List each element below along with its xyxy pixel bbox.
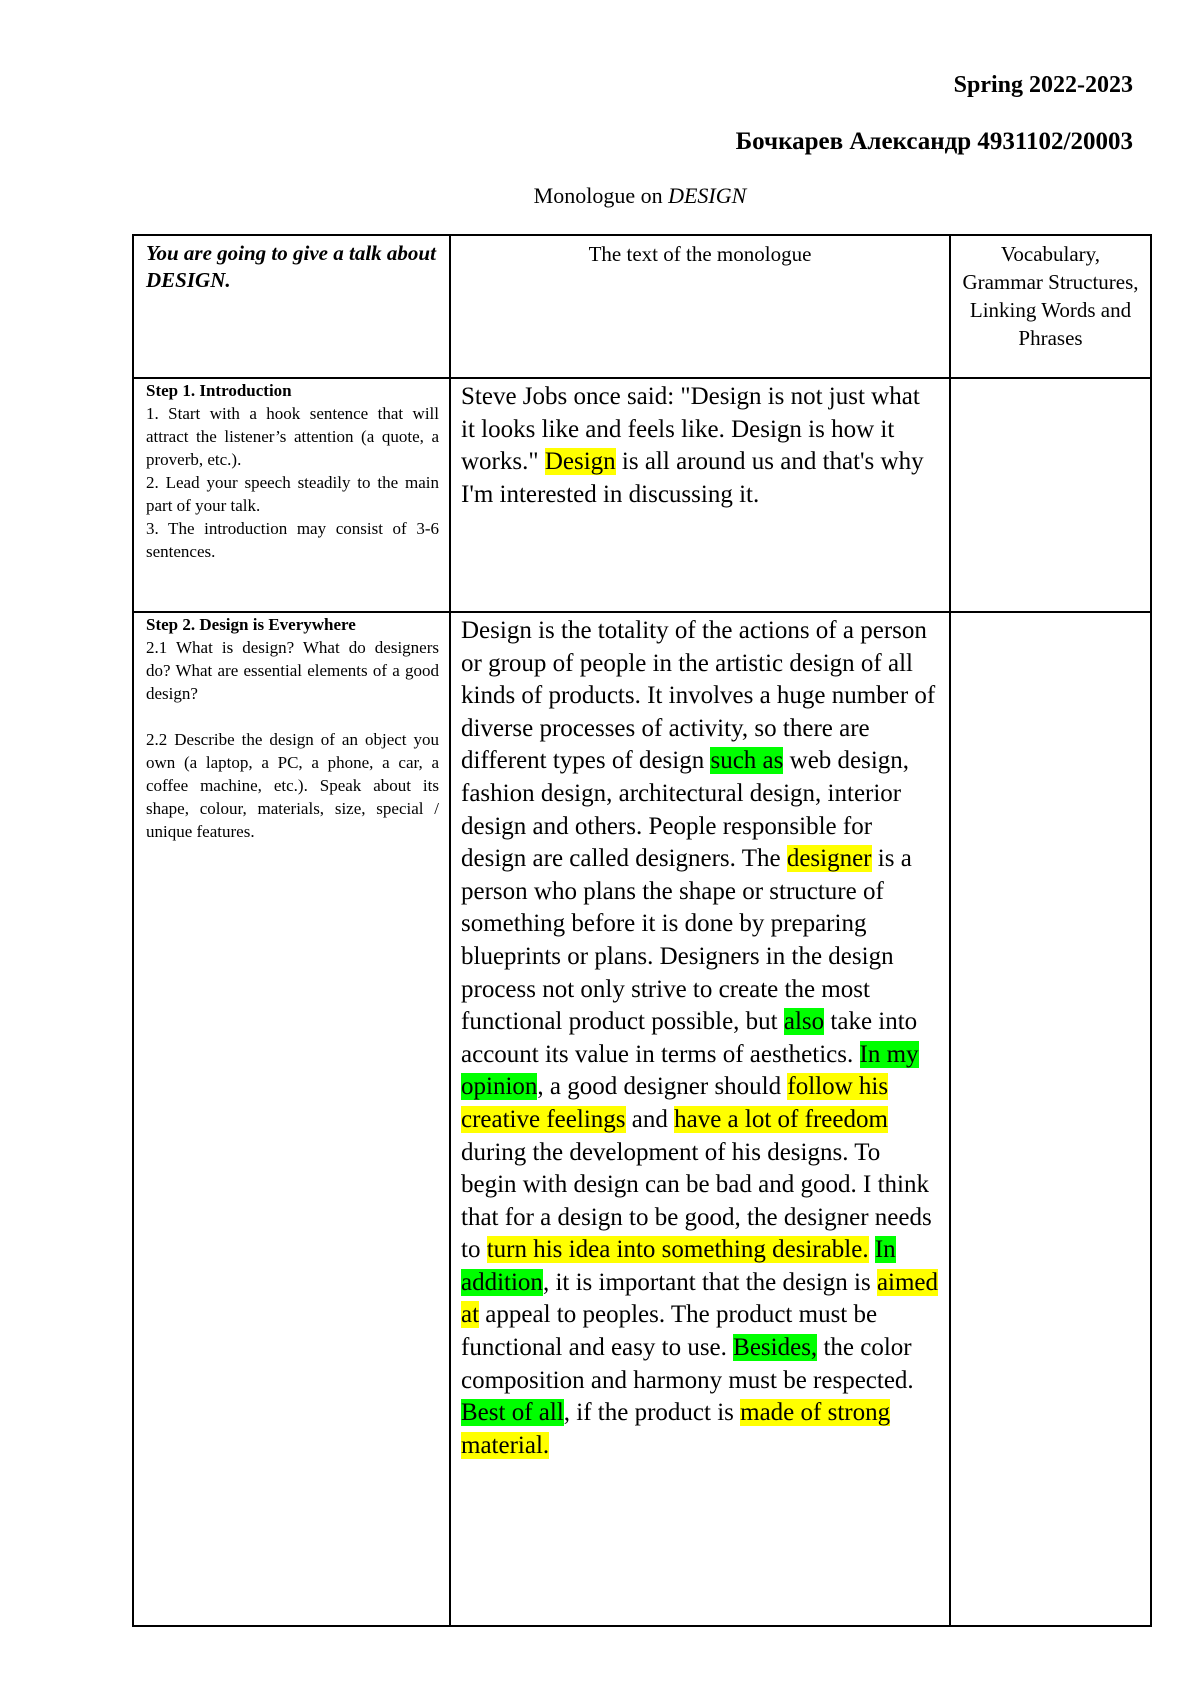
step2-item: 2.2 Describe the design of an object you own (a laptop, a PC, a phone, a car, a coffee machine, etc.). Speak about its shape, colour, materials, size, special / unique features. bbox=[146, 730, 439, 841]
highlight-vocab: have a lot of freedom bbox=[674, 1105, 888, 1133]
step2-row bbox=[133, 612, 1151, 1626]
step1-task-cell bbox=[133, 378, 450, 612]
text-run: during the development of his designs. To begin with design can be bad and good. I think that for a design to be good, the designer needs to bbox=[461, 1138, 932, 1264]
highlight-vocab: turn his idea into something desirable. bbox=[486, 1236, 869, 1264]
text-run: appeal to peoples. The product must be functional and easy to use. bbox=[461, 1301, 878, 1362]
text-run: , a good designer should bbox=[537, 1073, 788, 1101]
text-run: , it is important that the design is bbox=[542, 1268, 877, 1296]
step1-item: 3. The introduction may consist of 3-6 sentences. bbox=[146, 519, 439, 561]
table-header-row bbox=[133, 235, 1151, 378]
step1-row bbox=[133, 378, 1151, 612]
step2-heading: Step 2. Design is Everywhere bbox=[146, 615, 356, 634]
text-run: is all around us and that's why I'm interested in discussing it. bbox=[461, 448, 924, 508]
text-run bbox=[869, 1236, 875, 1263]
highlight-vocab: aimed at bbox=[461, 1268, 939, 1329]
highlight-linking: also bbox=[783, 1008, 825, 1036]
highlight-linking: such as bbox=[710, 747, 784, 775]
text-run: take into account its value in terms of aesthetics. bbox=[461, 1008, 918, 1068]
task-header-text: You are going to give a talk about DESIGN. bbox=[146, 241, 436, 292]
step1-item: 2. Lead your speech steadily to the main part of your talk. bbox=[146, 473, 439, 515]
step2-task-cell bbox=[133, 612, 450, 1626]
step1-monologue-text bbox=[451, 379, 949, 511]
highlight-linking: Besides, bbox=[733, 1334, 818, 1362]
highlight-linking: Best of all bbox=[461, 1399, 564, 1427]
text-header-text: The text of the monologue bbox=[588, 242, 812, 266]
vocab-header-text: Vocabulary, Grammar Structures, Linking Words and Phrases bbox=[962, 242, 1139, 350]
step2-vocab-cell bbox=[950, 612, 1151, 1626]
step2-text-cell bbox=[450, 612, 950, 1626]
title-prefix: Monologue on bbox=[533, 183, 669, 208]
monologue-table bbox=[132, 234, 1152, 1627]
vocab-column-header bbox=[950, 235, 1151, 378]
step1-item: 1. Start with a hook sentence that will attract the listener’s attention (a quote, a proverb, etc.). bbox=[146, 404, 439, 469]
text-run: is a person who plans the shape or structure of something before it is done by preparing blueprints or plans. Designers in the design process not only strive to create the most functional product possible, but bbox=[461, 845, 912, 1036]
step1-text-cell bbox=[450, 378, 950, 612]
step2-monologue-text bbox=[451, 613, 949, 1462]
text-run: and bbox=[625, 1105, 675, 1133]
step2-item: 2.1 What is design? What do designers do? What are essential elements of a good design? bbox=[146, 638, 439, 703]
highlight-vocab: designer bbox=[786, 845, 872, 873]
task-column-header bbox=[133, 235, 450, 378]
step1-heading: Step 1. Introduction bbox=[146, 381, 292, 400]
highlight-vocab: follow his creative feelings bbox=[461, 1073, 889, 1133]
text-run: , if the product is bbox=[563, 1399, 741, 1427]
term-label: Spring 2022-2023 bbox=[953, 72, 1133, 98]
title-topic: DESIGN bbox=[668, 183, 747, 208]
highlight-linking: In my opinion bbox=[461, 1040, 919, 1101]
step1-vocab-cell bbox=[950, 378, 1151, 612]
text-run: the color composition and harmony must be respected. bbox=[461, 1334, 914, 1394]
page-title bbox=[0, 183, 1200, 209]
text-run: Design is the totality of the actions of a person or group of people in the artistic design of all kinds of products. It involves a huge number of diverse processes of activity, so there are different types of design bbox=[461, 617, 936, 775]
text-column-header bbox=[450, 235, 950, 378]
author-line: Бочкарев Александр 4931102/20003 bbox=[735, 128, 1133, 155]
highlight-vocab: Design bbox=[544, 448, 616, 476]
highlight-linking: In addition bbox=[461, 1236, 896, 1296]
highlight-vocab: made of strong material. bbox=[461, 1399, 891, 1459]
text-run: Steve Jobs once said: "Design is not just what it looks like and feels like. Design is how it works." bbox=[461, 383, 920, 476]
text-run: web design, fashion design, architectural design, interior design and others. People responsible for design are called designers. The bbox=[461, 747, 910, 873]
